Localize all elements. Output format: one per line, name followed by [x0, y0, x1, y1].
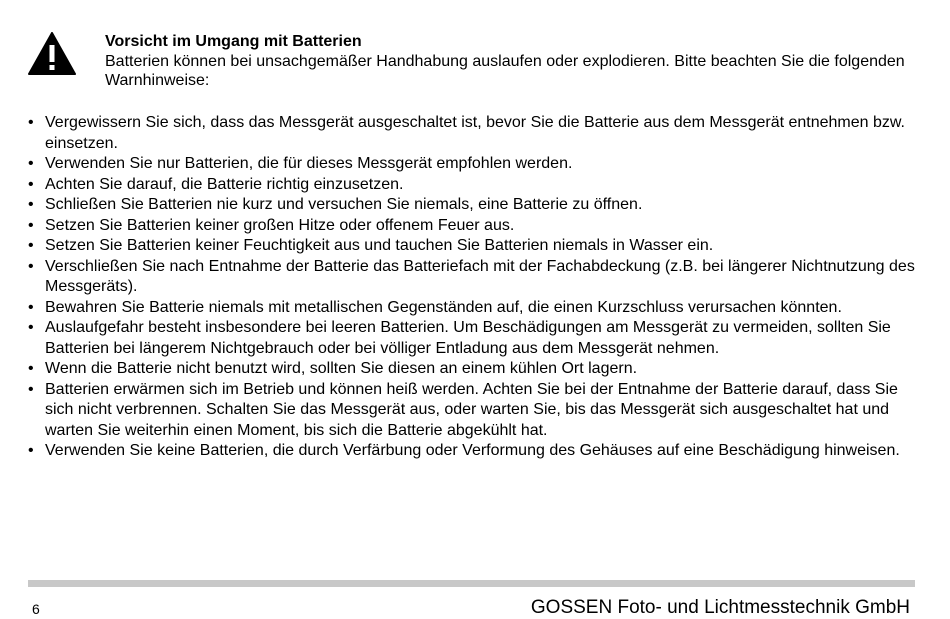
warning-title: Vorsicht im Umgang mit Batterien	[105, 33, 362, 50]
warning-body: Batterien können bei unsachgemäßer Handhabung auslaufen oder explodieren. Bitte beachten Sie die folgenden Warnhinweise:	[105, 52, 905, 89]
list-item: • Auslaufgefahr besteht insbesondere bei leeren Batterien. Um Beschädigungen am Messgerät zu vermeiden, sollten Sie Batterien bei längerem Nichtgebrauch oder bei völliger Entladung aus dem Messgerät nehmen.	[28, 318, 918, 359]
list-item: • Bewahren Sie Batterie niemals mit metallischen Gegenständen auf, die einen Kurzschluss verursachen könnten.	[28, 298, 918, 319]
warning-bullet-list	[28, 113, 918, 462]
company-name: GOSSEN Foto- und Lichtmesstechnik GmbH	[530, 597, 910, 618]
list-item: • Verwenden Sie nur Batterien, die für dieses Messgerät empfohlen werden.	[28, 154, 918, 175]
list-item: • Vergewissern Sie sich, dass das Messgerät ausgeschaltet ist, bevor Sie die Batterie aus dem Messgerät entnehmen bzw. einsetzen.	[28, 113, 918, 154]
warning-triangle-icon	[28, 32, 76, 76]
list-item: • Setzen Sie Batterien keiner Feuchtigkeit aus und tauchen Sie Batterien niemals in Wasser ein.	[28, 236, 918, 257]
list-item: • Batterien erwärmen sich im Betrieb und können heiß werden. Achten Sie bei der Entnahme der Batterie darauf, dass Sie sich nicht verbrennen. Schalten Sie das Messgerät aus, oder warten Sie, bis das Messgerät sich ausgeschaltet hat und warten Sie weiterhin einen Moment, bis sich die Batterie abgekühlt hat.	[28, 380, 918, 442]
page-number: 6	[32, 601, 40, 617]
list-item: • Achten Sie darauf, die Batterie richtig einzusetzen.	[28, 175, 918, 196]
warning-text	[105, 32, 905, 91]
list-item: • Setzen Sie Batterien keiner großen Hitze oder offenem Feuer aus.	[28, 216, 918, 237]
list-item: • Verwenden Sie keine Batterien, die durch Verfärbung oder Verformung des Gehäuses auf eine Beschädigung hinweisen.	[28, 441, 918, 462]
footer-divider	[28, 580, 915, 587]
list-item: • Wenn die Batterie nicht benutzt wird, sollten Sie diesen an einem kühlen Ort lagern.	[28, 359, 918, 380]
list-item: • Schließen Sie Batterien nie kurz und versuchen Sie niemals, eine Batterie zu öffnen.	[28, 195, 918, 216]
list-item: • Verschließen Sie nach Entnahme der Batterie das Batteriefach mit der Fachabdeckung (z.B. bei längerer Nichtnutzung des Messgeräts).	[28, 257, 918, 298]
